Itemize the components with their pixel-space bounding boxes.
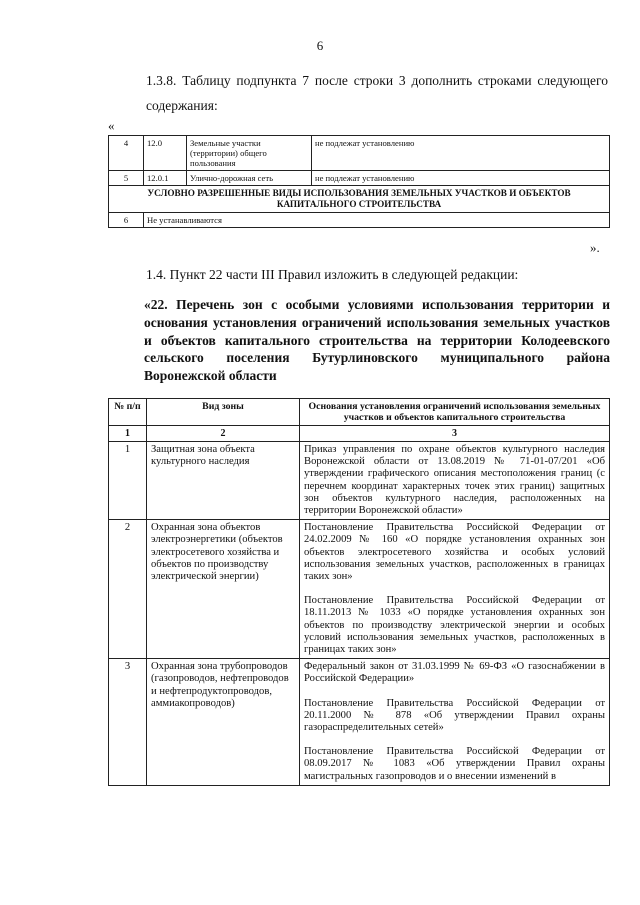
table-row (109, 213, 610, 228)
basis-document: Федеральный закон от 31.03.1999 № 69-ФЗ «О газоснабжении в Российской Федерации» (304, 661, 605, 685)
row-name: Улично-дорожная сеть (187, 171, 312, 186)
paragraph-22-heading (108, 296, 610, 385)
row-value: не подлежат установлению (312, 136, 610, 171)
basis-document: Постановление Правительства Российской Федерации от 18.11.2013 № 1033 «О порядке установления охранных зон объектов по производству электрической энергии и особых условий использования земельных участков, расположенных в границах таких зон» (304, 595, 605, 656)
row-value: не подлежат установлению (312, 171, 610, 186)
paragraph-1-3-8-text: 1.3.8. Таблицу подпункта 7 после строки 3 дополнить строками следующего содержания: (146, 73, 608, 113)
section-header: УСЛОВНО РАЗРЕШЕННЫЕ ВИДЫ ИСПОЛЬЗОВАНИЯ ЗЕМЕЛЬНЫХ УЧАСТКОВ И ОБЪЕКТОВ КАПИТАЛЬНОГО СТРОИТЕЛЬСТВА (109, 186, 610, 213)
quote-open: « (108, 118, 115, 133)
row-number: 4 (109, 136, 144, 171)
basis-document: Постановление Правительства Российской Федерации от 20.11.2000 № 878 «Об утверждении Правил охраны газораспределительных сетей» (304, 697, 605, 734)
page-number: 6 (316, 38, 324, 53)
table-row (109, 171, 610, 186)
zone-name: Охранная зона объектов электроэнергетики (объектов электросетевого хозяйства и объектов по производству электрической энергии) (147, 520, 300, 659)
row-code: 12.0 (144, 136, 187, 171)
paragraph-22-text: «22. Перечень зон с особыми условиями использования территории и основания установления ограничений использования земельных участков и объектов капитального строительства на территории Колодеевского сельского поселения Бутурлиновского муниципального района Воронежской области (144, 297, 610, 384)
row-number: 3 (109, 659, 147, 786)
paragraph-1-4-text: 1.4. Пункт 22 части III Правил изложить в следующей редакции: (146, 267, 519, 282)
row-name: Земельные участки (территории) общего пользования (187, 136, 312, 171)
row-number: 5 (109, 171, 144, 186)
column-number: 2 (147, 426, 300, 442)
table-header-row (109, 399, 610, 426)
column-number: 1 (109, 426, 147, 442)
zone-basis (300, 442, 610, 520)
column-number: 3 (300, 426, 610, 442)
table-row (109, 520, 610, 659)
column-header-basis: Основания установления ограничений использования земельных участков и объектов капитального строительства (300, 399, 610, 426)
basis-document: Постановление Правительства Российской Федерации от 24.02.2009 № 160 «О порядке установления охранных зон объектов электросетевого хозяйства и особых условий использования земельных участков, расположенных в границах таких зон» (304, 522, 605, 583)
zone-basis (300, 520, 610, 659)
quote-close: ». (590, 240, 600, 255)
table-row (109, 136, 610, 171)
zones-table (108, 398, 610, 786)
paragraph-1-4 (108, 265, 608, 285)
basis-document: Приказ управления по охране объектов культурного наследия Воронежской области от 13.08.2019 № 71-01-07/201 «Об утверждении графического описания местоположения границ (с перечнем координат характерных точек этих границ) защитных зон объектов культурного наследия, расположенных на территории Воронежской области» (304, 444, 605, 517)
amendment-table (108, 135, 610, 228)
row-code: 12.0.1 (144, 171, 187, 186)
row-number: 6 (109, 213, 144, 228)
zone-name: Защитная зона объекта культурного наследия (147, 442, 300, 520)
column-header-zone: Вид зоны (147, 399, 300, 426)
row-value: Не устанавливаются (144, 213, 610, 228)
section-header-row (109, 186, 610, 213)
table-row (109, 442, 610, 520)
basis-document: Постановление Правительства Российской Федерации от 08.09.2017 № 1083 «Об утверждении Правил охраны магистральных газопроводов и о внесении изменений в (304, 746, 605, 782)
zone-name: Охранная зона трубопроводов (газопроводов, нефтепроводов и нефтепродуктопроводов, аммиакопроводов) (147, 659, 300, 786)
zone-basis (300, 659, 610, 786)
row-number: 1 (109, 442, 147, 520)
column-header-number: № п/п (109, 399, 147, 426)
row-number: 2 (109, 520, 147, 659)
column-number-row (109, 426, 610, 442)
table-row (109, 659, 610, 786)
paragraph-1-3-8 (108, 68, 608, 118)
